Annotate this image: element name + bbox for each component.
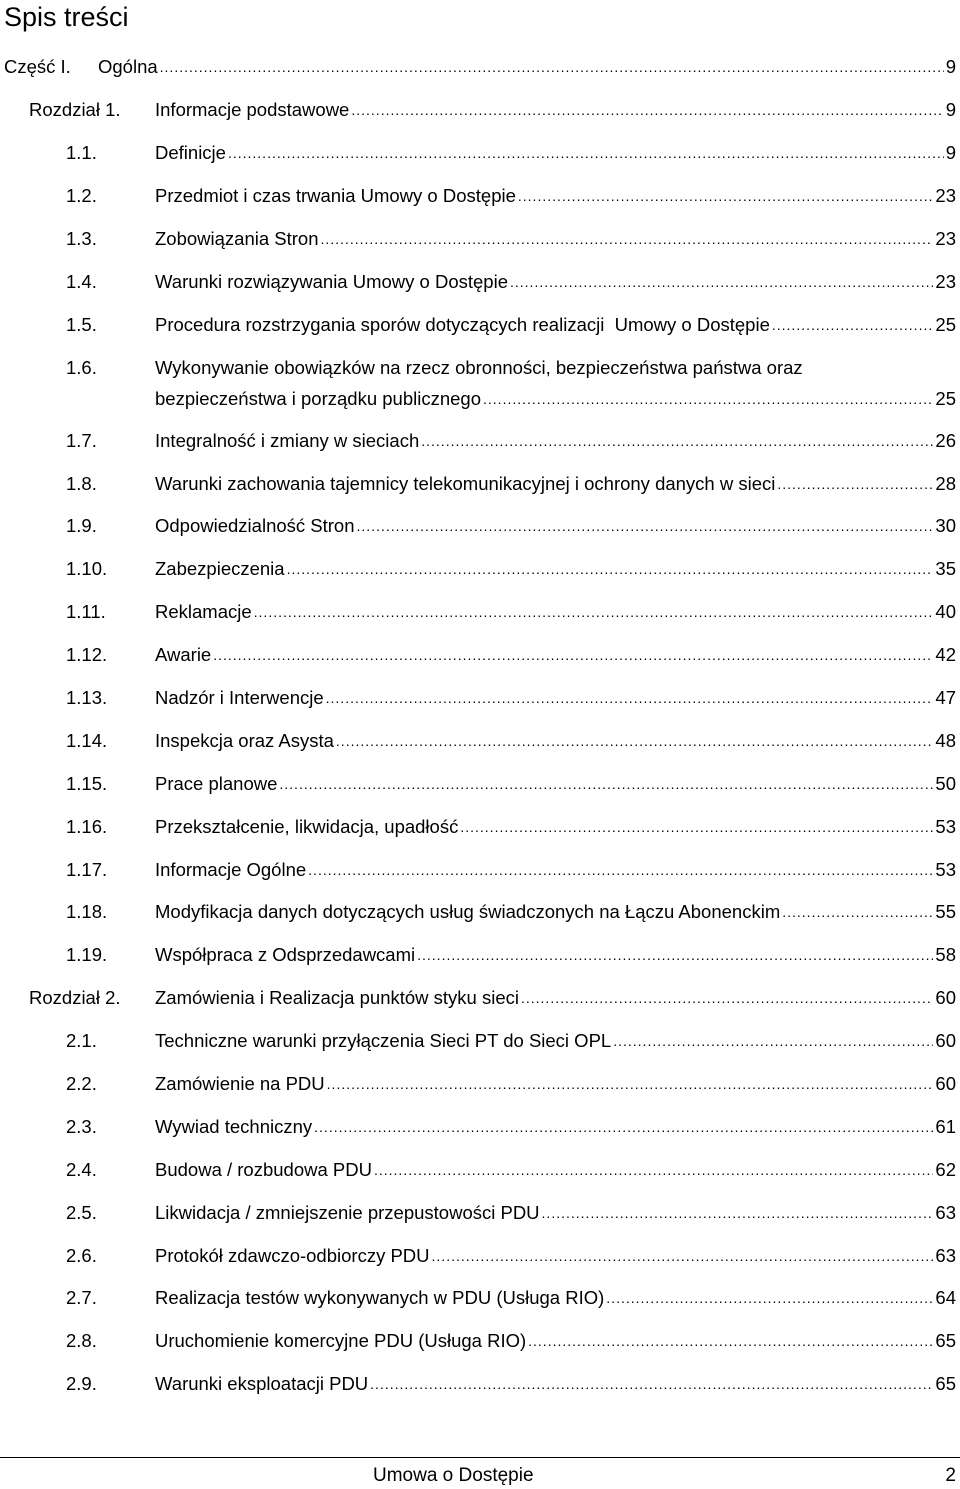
toc-entry-title: Procedura rozstrzygania sporów dotyczących realizacji Umowy o Dostępie (155, 314, 770, 335)
toc-entry-title: Awarie (155, 644, 212, 665)
toc-entry-number: 1.16. (66, 816, 108, 837)
toc-entry-page: 65 (935, 1373, 956, 1394)
toc-leader-dots (357, 512, 934, 540)
toc-entry-title: Zamówienia i Realizacja punktów styku sieci (155, 987, 519, 1008)
toc-entry-page: 25 (935, 388, 956, 409)
toc-leader-dots (160, 53, 944, 81)
toc-entry-number: 2.5. (66, 1202, 97, 1223)
toc-entry-title: Zamówienie na PDU (155, 1073, 325, 1094)
toc-entry-title-line2: bezpieczeństwa i porządku publicznego (155, 388, 482, 409)
toc-leader-dots (374, 1156, 933, 1184)
footer-page-number: 2 (945, 1465, 956, 1486)
toc-leader-dots (772, 311, 934, 339)
toc-entry-title: Informacje Ogólne (155, 859, 307, 880)
toc-leader-dots (782, 898, 933, 926)
toc-entry-title: Integralność i zmiany w sieciach (155, 430, 420, 451)
toc-entry-title: Ogólna (98, 56, 158, 77)
toc-leader-dots (314, 1113, 933, 1141)
toc-entry-number: 1.10. (66, 558, 108, 579)
toc-leader-dots (326, 684, 934, 712)
toc-leader-dots (228, 139, 944, 167)
toc-entry-title: Inspekcja oraz Asysta (155, 730, 334, 751)
toc-entry-number: 1.9. (66, 515, 97, 536)
toc-entry-page: 9 (945, 56, 956, 77)
toc-entry-title-line1: Wykonywanie obowiązków na rzecz obronności, bezpieczeństwa państwa oraz (155, 357, 803, 378)
toc-leader-dots (518, 182, 934, 210)
toc-leader-dots (613, 1027, 933, 1055)
toc-entry-number: 2.1. (66, 1030, 97, 1051)
toc-entry-number: 2.6. (66, 1245, 97, 1266)
toc-entry-page: 63 (935, 1245, 956, 1266)
toc-entry-title: Przekształcenie, likwidacja, upadłość (155, 816, 459, 837)
toc-entry-page: 26 (935, 430, 956, 451)
toc-leader-dots (528, 1327, 933, 1355)
toc-entry-number: 2.9. (66, 1373, 97, 1394)
toc-entry-page: 30 (935, 515, 956, 536)
toc-entry-title: Współpraca z Odsprzedawcami (155, 944, 416, 965)
toc-entry-title: Przedmiot i czas trwania Umowy o Dostępie (155, 185, 516, 206)
toc-leader-dots (460, 813, 933, 841)
toc-leader-dots (521, 984, 933, 1012)
toc-entry-number: 1.15. (66, 773, 108, 794)
toc-entry-title: Zabezpieczenia (155, 558, 285, 579)
toc-entry-number: 1.3. (66, 228, 97, 249)
toc-entry-title: Realizacja testów wykonywanych w PDU (Usługa RIO) (155, 1287, 605, 1308)
toc-leader-dots (321, 225, 934, 253)
toc-entry-title: Warunki rozwiązywania Umowy o Dostępie (155, 271, 508, 292)
toc-entry-number: Rozdział 1. (29, 99, 121, 120)
toc-entry-number: 2.3. (66, 1116, 97, 1137)
toc-entry-page: 60 (935, 1073, 956, 1094)
toc-entry-page: 35 (935, 558, 956, 579)
toc-entry-title: Wywiad techniczny (155, 1116, 313, 1137)
toc-entry-title: Warunki zachowania tajemnicy telekomunikacyjnej i ochrony danych w sieci (155, 473, 776, 494)
toc-entry-page: 63 (935, 1202, 956, 1223)
toc-entry-number: 2.7. (66, 1287, 97, 1308)
toc-entry-page: 9 (945, 99, 956, 120)
toc-entry-page: 48 (935, 730, 956, 751)
toc-entry-page: 61 (935, 1116, 956, 1137)
toc-entry-number: 1.17. (66, 859, 108, 880)
toc-entry-title: Reklamacje (155, 601, 252, 622)
toc-entry-page: 23 (935, 185, 956, 206)
toc-entry-page: 25 (935, 314, 956, 335)
toc-leader-dots (279, 770, 933, 798)
toc-entry-number: 1.7. (66, 430, 97, 451)
toc-entry-title: Techniczne warunki przyłączenia Sieci PT do Sieci OPL (155, 1030, 612, 1051)
toc-entry-page: 50 (935, 773, 956, 794)
footer-divider (0, 1457, 960, 1458)
toc-entry-number: 2.2. (66, 1073, 97, 1094)
toc-entry-number: 1.11. (66, 601, 106, 622)
toc-entry-title: Zobowiązania Stron (155, 228, 319, 249)
toc-entry-title: Uruchomienie komercyjne PDU (Usługa RIO) (155, 1330, 527, 1351)
toc-leader-dots (510, 268, 933, 296)
toc-entry-title: Odpowiedzialność Stron (155, 515, 355, 536)
toc-entry-number: 1.18. (66, 901, 108, 922)
toc-leader-dots (432, 1242, 934, 1270)
toc-entry-page: 23 (935, 228, 956, 249)
toc-entry-page: 28 (935, 473, 956, 494)
toc-entry-number: 1.4. (66, 271, 97, 292)
toc-entry-page: 58 (935, 944, 956, 965)
toc-entry-page: 64 (935, 1287, 956, 1308)
toc-entry-number: 1.19. (66, 944, 108, 965)
toc-leader-dots (308, 856, 933, 884)
toc-entry-page: 62 (935, 1159, 956, 1180)
toc-leader-dots (777, 470, 933, 498)
toc-entry-title: Nadzór i Interwencje (155, 687, 324, 708)
toc-entry-number: 2.8. (66, 1330, 97, 1351)
toc-entry-number: 1.8. (66, 473, 97, 494)
toc-heading: Spis treści (4, 2, 129, 32)
toc-entry-page: 9 (945, 142, 956, 163)
footer-document-title: Umowa o Dostępie (373, 1465, 534, 1486)
toc-entry-number: 1.12. (66, 644, 108, 665)
toc-leader-dots (542, 1199, 934, 1227)
toc-entry-number: Rozdział 2. (29, 987, 121, 1008)
toc-entry-page: 53 (935, 859, 956, 880)
toc-leader-dots (421, 427, 933, 455)
toc-leader-dots (370, 1370, 933, 1398)
toc-entry-number: 1.2. (66, 185, 97, 206)
toc-leader-dots (287, 555, 934, 583)
toc-entry-page: 23 (935, 271, 956, 292)
toc-entry-number: 1.5. (66, 314, 97, 335)
toc-entry-number: 2.4. (66, 1159, 97, 1180)
toc-leader-dots (417, 941, 933, 969)
toc-entry-title: Prace planowe (155, 773, 278, 794)
toc-leader-dots (606, 1284, 933, 1312)
toc-entry-number: 1.1. (66, 142, 97, 163)
toc-entry-title: Modyfikacja danych dotyczących usług świadczonych na Łączu Abonenckim (155, 901, 781, 922)
toc-entry-page: 40 (935, 601, 956, 622)
toc-entry-page: 60 (935, 987, 956, 1008)
toc-entry-number: 1.13. (66, 687, 108, 708)
toc-entry-number: 1.6. (66, 357, 97, 378)
toc-entry-page: 42 (935, 644, 956, 665)
toc-entry-title: Protokół zdawczo-odbiorczy PDU (155, 1245, 430, 1266)
toc-entry-title: Warunki eksploatacji PDU (155, 1373, 369, 1394)
toc-entry-page: 60 (935, 1030, 956, 1051)
toc-entry-page: 53 (935, 816, 956, 837)
toc-leader-dots (336, 727, 934, 755)
toc-leader-dots (213, 641, 933, 669)
toc-entry-title: Likwidacja / zmniejszenie przepustowości PDU (155, 1202, 540, 1223)
toc-entry-page: 47 (935, 687, 956, 708)
toc-entry-page: 65 (935, 1330, 956, 1351)
toc-entry-title: Definicje (155, 142, 226, 163)
toc-entry-number: 1.14. (66, 730, 108, 751)
toc-leader-dots (327, 1070, 934, 1098)
toc-entry-title: Informacje podstawowe (155, 99, 350, 120)
toc-leader-dots (254, 598, 934, 626)
toc-entry-title: Budowa / rozbudowa PDU (155, 1159, 372, 1180)
toc-entry-number: Część I. (4, 56, 71, 77)
toc-entry-page: 55 (935, 901, 956, 922)
toc-leader-dots (483, 385, 933, 413)
toc-leader-dots (351, 96, 943, 124)
